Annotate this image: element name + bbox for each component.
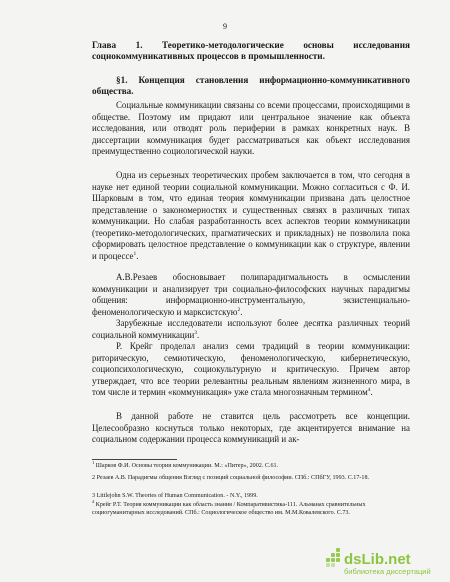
footnote-mark-1: 1	[133, 250, 137, 257]
paragraph-6	[92, 411, 410, 446]
footnote-2-text: 2 Резаев А.В. Парадигмы общения Взгляд с позиций социальной философии. СПб.: СПбГУ, 1993. С.17-18.	[92, 475, 370, 481]
paragraph-4: Зарубежные исследователи используют более десятка различных теорий социальной коммуникации$^3$.	[92, 318, 410, 340]
paragraph-6-text: В данной работе не ставится цель рассмотреть все концепции. Целесообразно коснуться только некоторых, где акцентируется внимание на социальном содержании процесса коммуникаций и ак-	[92, 411, 410, 445]
footnote-1-mark: 1	[92, 460, 95, 465]
paragraph-1	[92, 100, 410, 158]
paragraph-2-text: Одна из серьезных теоретических пробем заключается в том, что сегодня в науке нет единой теории социальной коммуникации. Можно согласиться с Ф. И. Шарковым в том, что единая теория коммуникации призвана дать целостное представление о закономерностях и существенных связях в различных типах коммуникации. Но слабая разработанность всех аспектов теории коммуникации (теоретико-методологических, прагматических и прикладных) не позволила пока сформировать целостное представление о коммуникации как о структуре, явлении и процессе	[92, 170, 410, 261]
paragraph-5: Р. Крейг проделал анализ семи традиций в теории коммуникации: риторическую, семиотическую, феноменологическую, кибернетическую, социопсихологическую, социокультурную и критическую. Причем автор утверждает, что все теории релевантны реальным явлениям жизненного мира, в том числе и термин «коммуникация» уже стала многозначным термином$^4$.	[92, 341, 410, 398]
watermark-tagline: библиотека диссертаций	[344, 567, 431, 576]
footnote-3-text: 3 Littlejohn S.W. Theories of Human Communication. - N.Y., 1999.	[92, 493, 258, 499]
footnote-1-text: Шарков Ф.И. Основы теории коммуникации. М.: «Питер», 2002. С.61.	[95, 463, 279, 470]
footnote-4-text: Крейг Р.Т. Теория коммуникации как область знания / Компаративистика-111. Альманах сравнительных социогуманитарных исследований. СПб.: Социологическое общество им. М.М.Ковалевского. С.73.	[92, 502, 366, 516]
dslib-logo-icon	[324, 544, 446, 578]
paragraph-5-text: Р. Крейг проделал анализ семи традиций в теории коммуникации: риторическую, семиотическую, феноменологическую, кибернетическую, социопсихологическую, социокультурную и критическую. Причем автор утверждает, что все теории релевантны реальным явлениям жизненного мира, в том числе и термин «коммуникация» уже стала многозначным термином	[92, 341, 410, 398]
paragraph-4-text: Зарубежные исследователи используют более десятка различных теорий социальной коммуникации	[92, 318, 410, 340]
footnote-2	[92, 475, 392, 483]
paragraph-3-text: А.В.Резаев обосновывает полипарадигмальность в осмыслении коммуникации и анализирует три социально-философских научных парадигмы общения: информационно-инструментальную, экзистенциально-феноменологическую и марксистскую	[92, 272, 410, 317]
paragraph-2: Одна из серьезных теоретических пробем заключается в том, что сегодня в науке нет единой теории социальной коммуникации. Можно согласиться с Ф. И. Шарковым в том, что единая теория коммуникации призвана дать целостное представление о закономерностях и существенных связях в различных типах коммуникации. Но слабая разработанность всех аспектов теории коммуникации (теоретико-методологических, прагматических и прикладных) не позволила пока сформировать целостное представление о коммуникации как о структуре, явлении и процессе$^1$.	[92, 170, 410, 261]
paragraph-3: А.В.Резаев обосновывает полипарадигмальность в осмыслении коммуникации и анализирует три социально-философских научных парадигмы общения: информационно-инструментальную, экзистенциально-феноменологическую и марксистскую$^2$.	[92, 272, 410, 317]
footnote-1	[92, 460, 382, 471]
footnote-4	[92, 499, 382, 517]
section-heading: §1. Концепция становления информационно-коммуникативного общества.	[92, 75, 410, 96]
footnote-mark-3: 3	[194, 329, 197, 336]
dslib-watermark-logo	[324, 544, 446, 578]
paragraph-1-text: Социальные коммуникации связаны со всеми процессами, происходящими в обществе. Поэтому им придают или центральное значение как объекта исследования, или отводят роль периферии в рамках конкретных наук. В диссертации коммуникация будет рассматриваться как объект исследования преимущественно социологической науки.	[92, 100, 410, 157]
footnote-4-mark: 4	[92, 499, 95, 504]
footnote-3	[92, 493, 392, 501]
footnote-mark-4: 4	[367, 387, 371, 394]
footnote-mark-2: 2	[237, 306, 241, 313]
chapter-heading: Глава 1. Теоретико-методологические основы исследования социокоммуникативных процессов в промышленности.	[92, 40, 410, 61]
footnote-separator	[92, 459, 177, 460]
page-number: 9	[223, 22, 227, 31]
watermark-brand: dsLib.net	[344, 551, 411, 568]
